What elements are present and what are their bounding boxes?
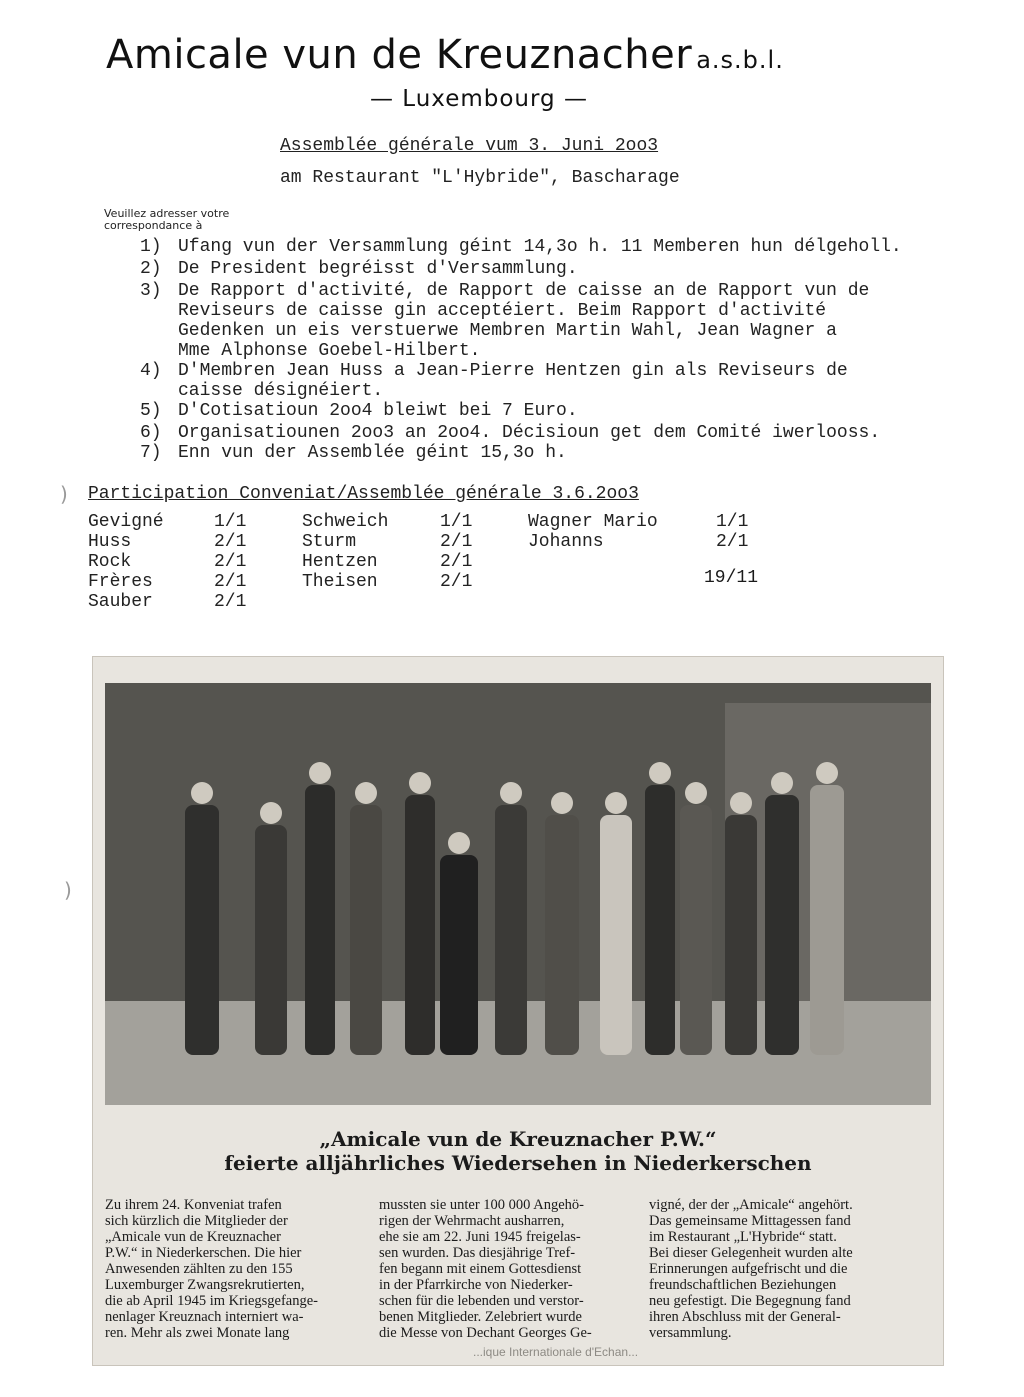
agenda-item-text: Enn vun der Assemblée géint 15,3o h. [178, 443, 567, 463]
agenda-item-text: De Rapport d'activité, de Rapport de caisse an de Rapport vun de [178, 281, 870, 301]
agenda-item-number: 7) [140, 443, 162, 463]
article-column-1 [105, 1197, 341, 1341]
person-body [645, 785, 675, 1055]
group-photo [105, 683, 931, 1105]
agenda-item-number: 2) [140, 259, 162, 279]
correspondence-label: Veuillez adresser votre correspondance à [104, 207, 230, 232]
headline-line-2: feierte alljährliches Wiedersehen in Niederkerschen [224, 1151, 812, 1175]
participant-count: 2/1 [214, 532, 247, 552]
article-line: rigen der Wehrmacht ausharren, [379, 1213, 565, 1229]
participant-count: 2/1 [440, 532, 473, 552]
person-head [309, 762, 331, 784]
agenda-item-text: Gedenken un eis verstuerwe Membren Martin Wahl, Jean Wagner a [178, 321, 837, 341]
agenda-item-text: Mme Alphonse Goebel-Hilbert. [178, 341, 481, 361]
person-body [545, 815, 579, 1055]
agenda-item-number: 3) [140, 281, 162, 301]
person-body [725, 815, 757, 1055]
person-head [355, 782, 377, 804]
participation-total: 19/11 [704, 568, 759, 588]
article-line: in der Pfarrkirche von Niederker- [379, 1277, 573, 1293]
participant-count: 1/1 [440, 512, 473, 532]
person-body [255, 825, 287, 1055]
article-line: ren. Mehr als zwei Monate lang [105, 1325, 290, 1341]
person-head [500, 782, 522, 804]
person-head [816, 762, 838, 784]
article-line: Bei dieser Gelegenheit wurden alte [649, 1245, 853, 1261]
participant-name: Johanns [528, 532, 604, 552]
article-line: Luxemburger Zwangsrekrutierten, [105, 1277, 305, 1293]
article-line: Anwesenden zählten zu den 155 [105, 1261, 293, 1277]
participant-count: 1/1 [716, 512, 749, 532]
person-head [448, 832, 470, 854]
agenda-item-text: D'Cotisatioun 2oo4 bleiwt bei 7 Euro. [178, 401, 578, 421]
person-body [600, 815, 632, 1055]
article-line: mussten sie unter 100 000 Angehö- [379, 1197, 584, 1213]
participant-count: 1/1 [214, 512, 247, 532]
clipping-footer-fragment: ...ique Internationale d'Echan... [473, 1345, 639, 1359]
participant-count: 2/1 [440, 552, 473, 572]
article-column-2 [379, 1197, 615, 1341]
participant-name: Theisen [302, 572, 378, 592]
agenda-item-text: Ufang vun der Versammlung géint 14,3o h. 11 Memberen hun délgeholl. [178, 237, 902, 257]
article-line: ihren Abschluss mit der General- [649, 1309, 841, 1325]
person-body [350, 805, 382, 1055]
person-head [649, 762, 671, 784]
agenda-item-text: De President begréisst d'Versammlung. [178, 259, 578, 279]
participant-name: Frères [88, 572, 153, 592]
article-line: Das gemeinsame Mittagessen fand [649, 1213, 851, 1229]
person-body [405, 795, 435, 1055]
participant-name: Huss [88, 532, 132, 552]
agenda-item-text: Organisatiounen 2oo3 an 2oo4. Décisioun get dem Comité iwerlooss. [178, 423, 881, 443]
organization-title [106, 32, 784, 78]
participant-count: 2/1 [214, 552, 247, 572]
article-line: freundschaftlichen Beziehungen [649, 1277, 837, 1293]
article-line: neu gefestigt. Die Begegnung fand [649, 1293, 851, 1309]
participant-name: Sauber [88, 592, 153, 612]
person-head [685, 782, 707, 804]
article-line: die Messe von Dechant Georges Ge- [379, 1325, 592, 1341]
article-headline [93, 1127, 943, 1175]
article-line: versammlung. [649, 1325, 732, 1341]
person-body [680, 805, 712, 1055]
agenda-item-number: 4) [140, 361, 162, 381]
person-body [440, 855, 478, 1055]
article-line: Zu ihrem 24. Konveniat trafen [105, 1197, 282, 1213]
person-body [185, 805, 219, 1055]
organization-name: Amicale vun de Kreuznacher [106, 32, 693, 78]
article-column-3 [649, 1197, 885, 1341]
article-line: schen für die lebenden und verstor- [379, 1293, 584, 1309]
margin-hole-mark: ) [60, 482, 68, 506]
agenda-item-number: 1) [140, 237, 162, 257]
person-head [730, 792, 752, 814]
margin-hole-mark: ) [64, 878, 72, 902]
organization-city: — Luxembourg — [370, 86, 588, 112]
participant-name: Hentzen [302, 552, 378, 572]
person-head [771, 772, 793, 794]
article-line: benen Mitglieder. Zelebriert wurde [379, 1309, 582, 1325]
participant-name: Gevigné [88, 512, 164, 532]
participation-header: Participation Conveniat/Assemblée générale 3.6.2oo3 [88, 484, 639, 504]
agenda-item-text: Reviseurs de caisse gin acceptéiert. Beim Rapport d'activité [178, 301, 827, 321]
organization-legal-form: a.s.b.l. [696, 46, 784, 74]
article-line: sen wurden. Das diesjährige Tref- [379, 1245, 576, 1261]
headline-line-1: „Amicale vun de Kreuznacher P.W.“ [319, 1127, 717, 1151]
group-photo-illustration [105, 683, 931, 1105]
article-line: P.W.“ in Niederkerschen. Die hier [105, 1245, 302, 1261]
article-line: nenlager Kreuznach interniert wa- [105, 1309, 304, 1325]
participant-name: Wagner Mario [528, 512, 658, 532]
person-head [551, 792, 573, 814]
participant-count: 2/1 [214, 572, 247, 592]
participant-count: 2/1 [716, 532, 749, 552]
participant-count: 2/1 [440, 572, 473, 592]
person-head [605, 792, 627, 814]
article-line: „Amicale vun de Kreuznacher [105, 1229, 281, 1245]
agenda-item-text: D'Membren Jean Huss a Jean-Pierre Hentzen gin als Reviseurs de [178, 361, 848, 381]
article-line: ehe sie am 22. Juni 1945 freigelas- [379, 1229, 581, 1245]
article-line: sich kürzlich die Mitglieder der [105, 1213, 288, 1229]
article-line: vigné, der der „Amicale“ angehört. [649, 1197, 853, 1213]
article-line: fen begann mit einem Gottesdienst [379, 1261, 582, 1277]
meeting-title: Assemblée générale vum 3. Juni 2oo3 [280, 136, 659, 156]
participant-name: Schweich [302, 512, 389, 532]
person-head [191, 782, 213, 804]
agenda-item-text: caisse désignéiert. [178, 381, 384, 401]
participant-name: Rock [88, 552, 132, 572]
participant-name: Sturm [302, 532, 357, 552]
article-line: Erinnerungen aufgefrischt und die [649, 1261, 848, 1277]
person-body [305, 785, 335, 1055]
person-head [260, 802, 282, 824]
person-body [810, 785, 844, 1055]
person-body [495, 805, 527, 1055]
person-body [765, 795, 799, 1055]
article-line: im Restaurant „L'Hybride“ statt. [649, 1229, 837, 1245]
newspaper-clipping [92, 656, 944, 1366]
person-head [409, 772, 431, 794]
agenda-item-number: 6) [140, 423, 162, 443]
article-line: die ab April 1945 im Kriegsgefange- [105, 1293, 319, 1309]
meeting-place: am Restaurant "L'Hybride", Bascharage [280, 168, 680, 188]
agenda-item-number: 5) [140, 401, 162, 421]
participant-count: 2/1 [214, 592, 247, 612]
